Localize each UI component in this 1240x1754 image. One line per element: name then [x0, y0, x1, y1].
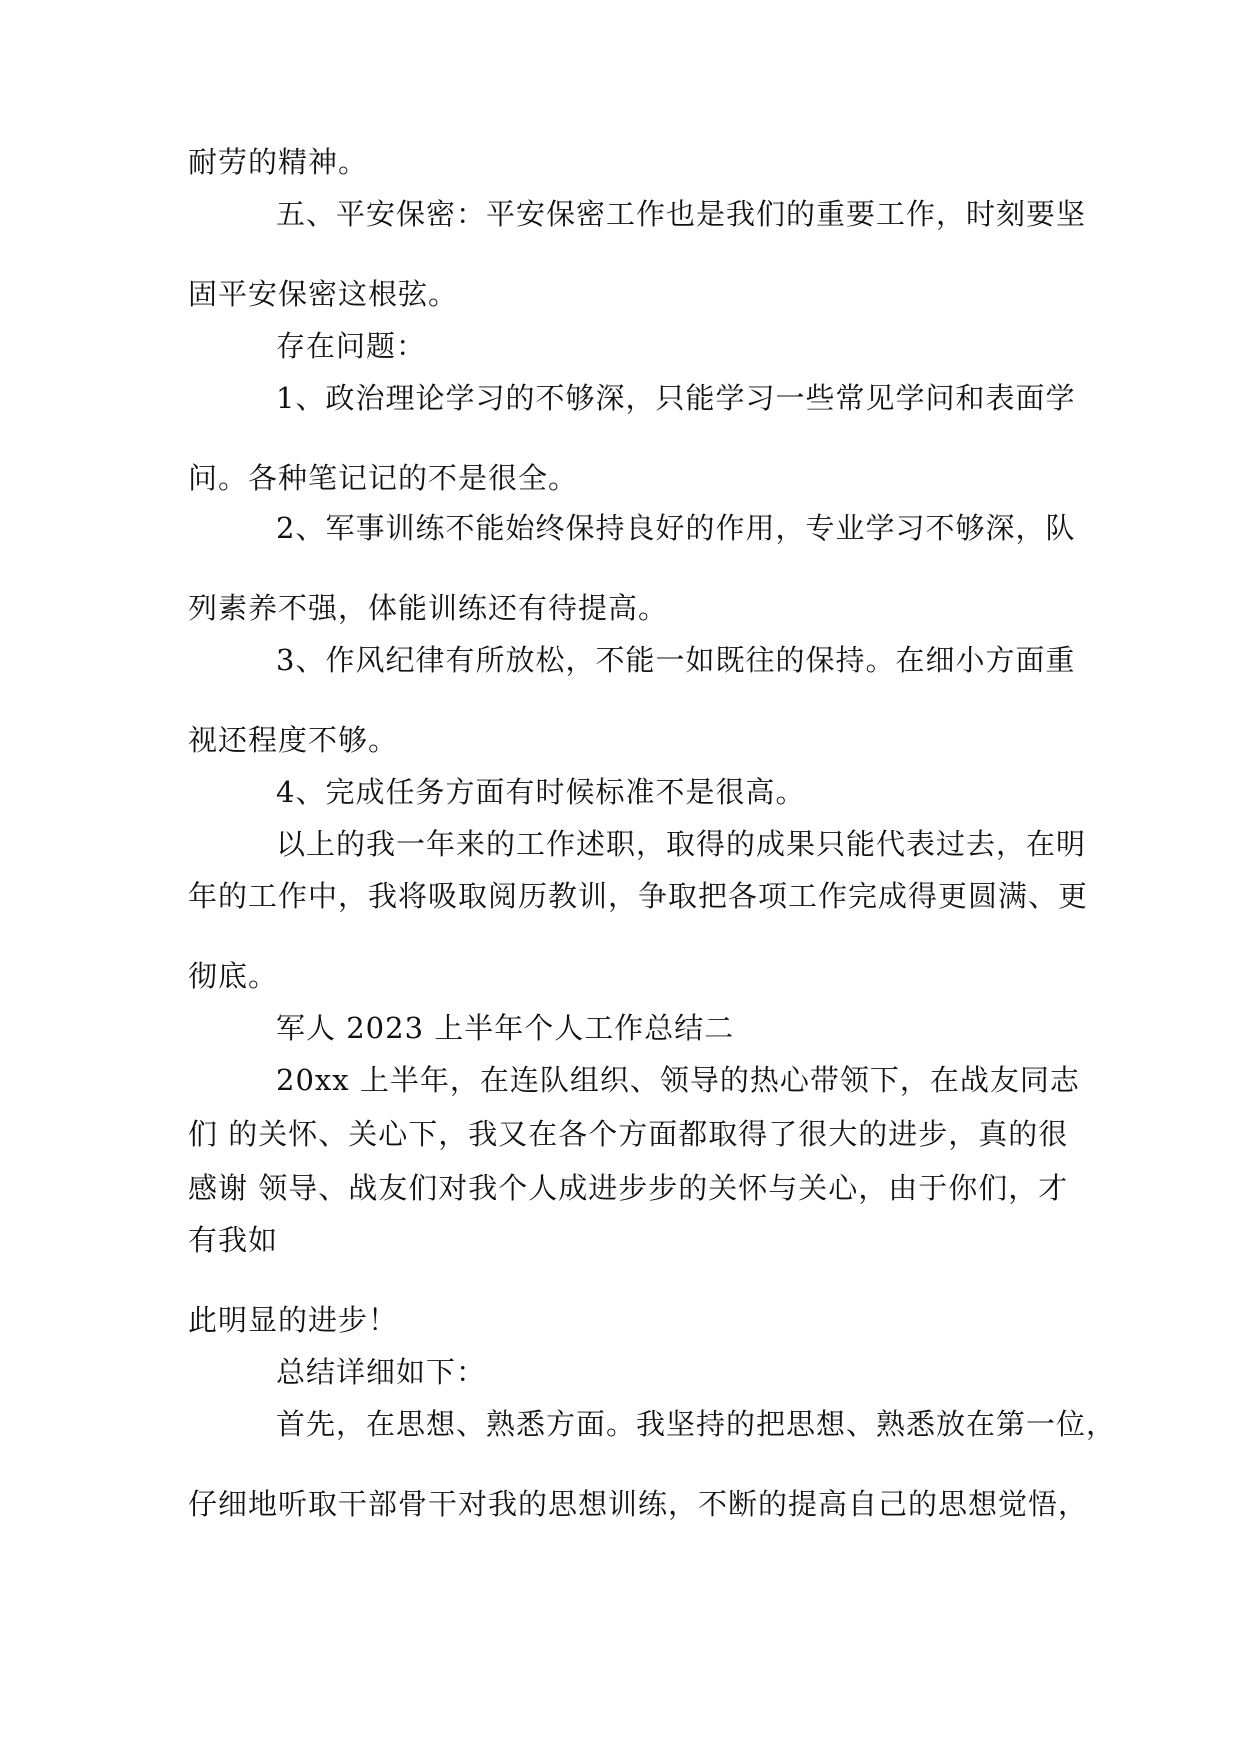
text-line-9: 3、作风纪律有所放松，不能一如既往的保持。在细小方面重 [276, 643, 1076, 677]
text-line-3: 固平安保密这根弦。 [188, 277, 459, 311]
text-line-19: 有我如 [188, 1223, 279, 1257]
text-line-16: 20xx 上半年，在连队组织、领导的热心带领下，在战友同志 [276, 1063, 1080, 1097]
text-line-7: 2、军事训练不能始终保持良好的作用，专业学习不够深，队 [276, 511, 1076, 545]
section-heading-details: 总结详细如下： [276, 1355, 487, 1389]
section-heading-problems: 存在问题： [276, 329, 427, 363]
text-line-5: 1、政治理论学习的不够深，只能学习一些常见学问和表面学 [276, 381, 1076, 415]
text-line-1: 耐劳的精神。 [188, 145, 369, 179]
text-line-6: 问。各种笔记记的不是很全。 [188, 461, 579, 495]
text-line-8: 列素养不强，体能训练还有待提高。 [188, 591, 669, 625]
section-title-summary-two: 军人 2023 上半年个人工作总结二 [276, 1011, 735, 1045]
text-line-22: 首先，在思想、熟悉方面。我坚持的把思想、熟悉放在第一位， [276, 1407, 1117, 1441]
text-line-10: 视还程度不够。 [188, 723, 399, 757]
text-line-12: 以上的我一年来的工作述职，取得的成果只能代表过去，在明 [276, 827, 1087, 861]
text-line-11: 4、完成任务方面有时候标准不是很高。 [276, 775, 806, 809]
text-line-2: 五、平安保密：平安保密工作也是我们的重要工作，时刻要坚 [276, 197, 1087, 231]
text-line-23: 仔细地听取干部骨干对我的思想训练，不断的提高自己的思想觉悟， [188, 1487, 1089, 1521]
text-line-14: 彻底。 [188, 959, 279, 993]
text-line-17: 们 的关怀、关心下，我又在各个方面都取得了很大的进步，真的很 [188, 1117, 1069, 1151]
text-line-20: 此明显的进步！ [188, 1303, 399, 1337]
text-line-18: 感谢 领导、战友们对我个人成进步步的关怀与关心，由于你们，才 [188, 1171, 1069, 1205]
text-line-13: 年的工作中，我将吸取阅历教训，争取把各项工作完成得更圆满、更 [188, 879, 1089, 913]
